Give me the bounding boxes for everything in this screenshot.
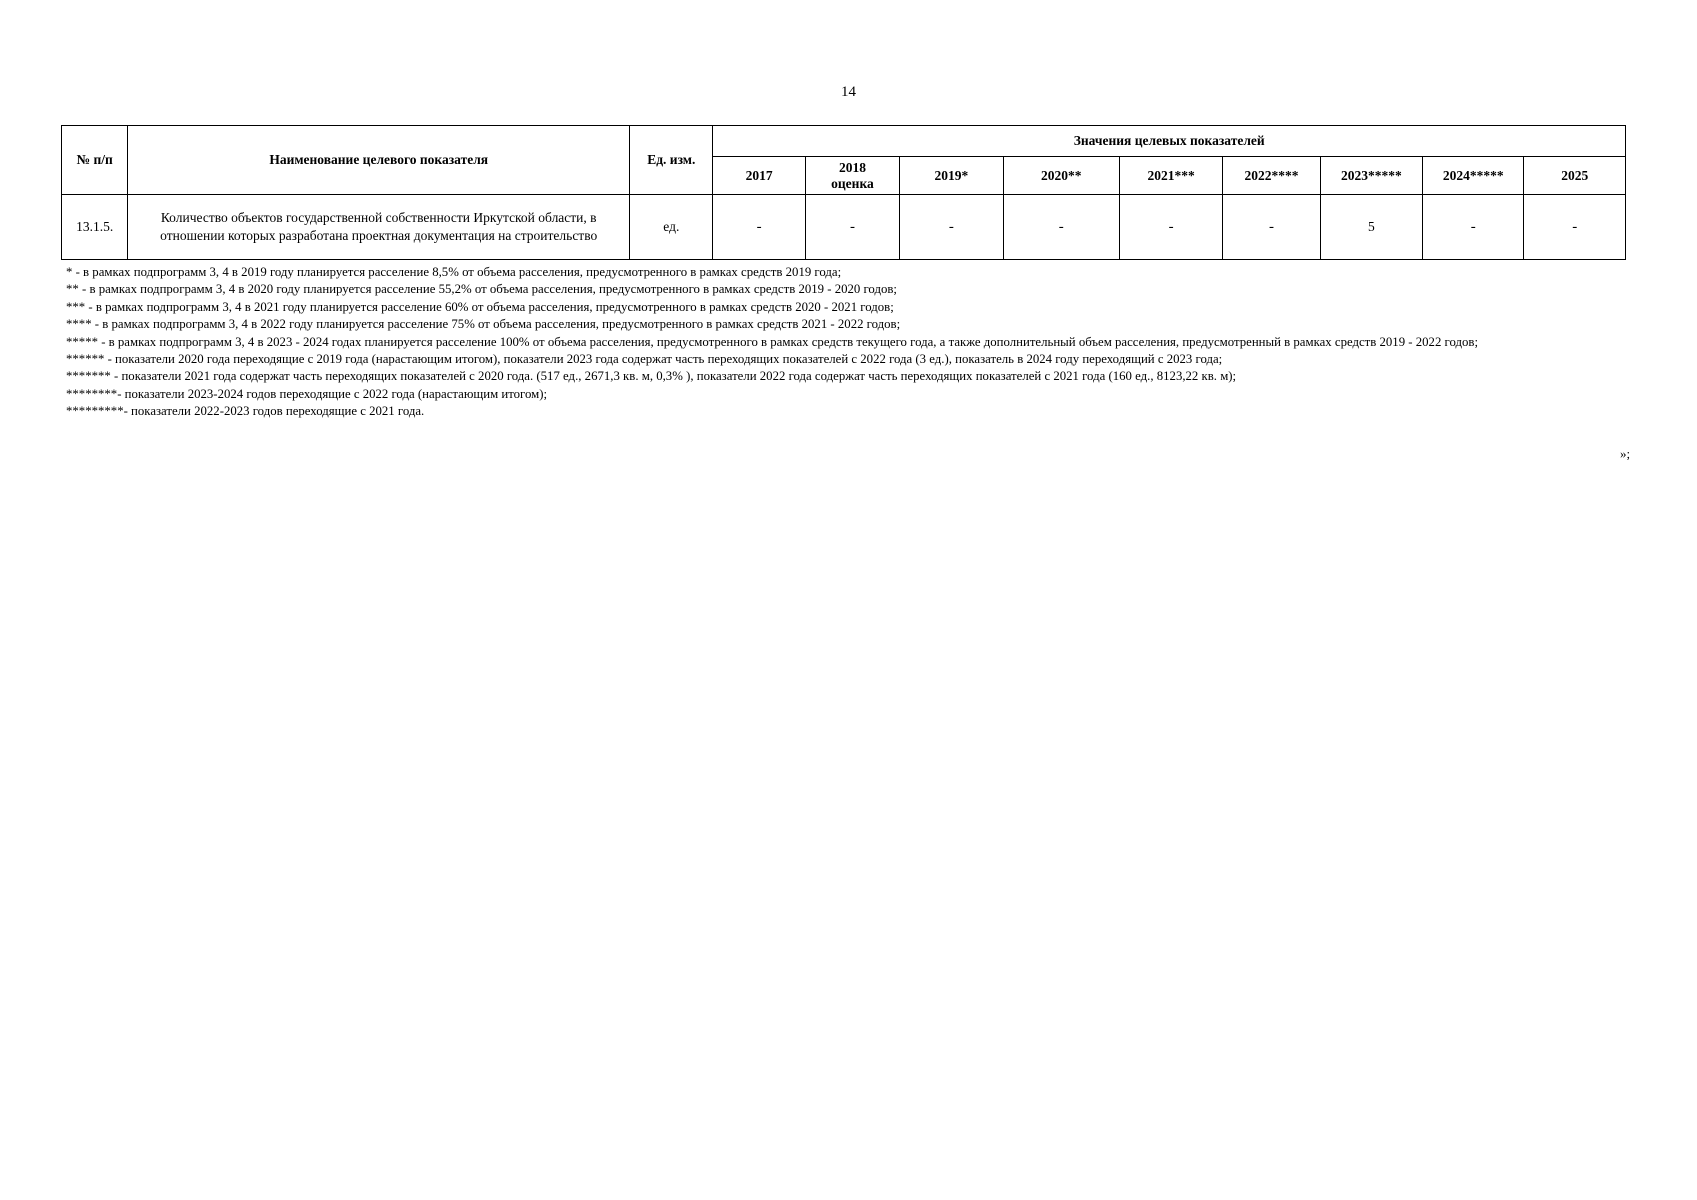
row-value: -	[805, 195, 899, 260]
header-year: 2021***	[1119, 157, 1222, 195]
row-value: -	[1119, 195, 1222, 260]
footnote: *** - в рамках подпрограмм 3, 4 в 2021 году планируется расселение 60% от объема расселения, предусмотренного в рамках средств 2020 - 2021 годов;	[66, 299, 894, 314]
table-row	[62, 195, 1626, 260]
footnote: **** - в рамках подпрограмм 3, 4 в 2022 году планируется расселение 75% от объема расселения, предусмотренного в рамках средств 2021 - 2022 годов;	[66, 317, 901, 332]
footnote: ******* - показатели 2021 года содержат часть переходящих показателей с 2020 года. (517 ед., 2671,3 кв. м, 0,3% ), показатели 2022 года содержат часть переходящих показателей с 2021 года (160 ед., 8123,22 кв. м);	[66, 369, 1237, 384]
row-value: -	[713, 195, 805, 260]
header-year	[805, 157, 899, 195]
row-value: -	[1524, 195, 1626, 260]
footnote: ********- показатели 2023-2024 годов переходящие с 2022 года (нарастающим итогом);	[66, 386, 548, 401]
header-num: № п/п	[62, 126, 128, 195]
row-num: 13.1.5.	[62, 195, 128, 260]
header-year: 2020**	[1003, 157, 1119, 195]
target-indicators-table	[61, 125, 1626, 260]
footnote: ***** - в рамках подпрограмм 3, 4 в 2023 - 2024 годах планируется расселение 100% от объема расселения, предусмотренного в рамках средств текущего года, а также дополнительный объем расселения, предусмотренный в рамках средств 2019 - 2022 годов;	[66, 334, 1479, 349]
row-unit: ед.	[630, 195, 713, 260]
footnote: ** - в рамках подпрограмм 3, 4 в 2020 году планируется расселение 55,2% от объема расселения, предусмотренного в рамках средств 2019 - 2020 годов;	[66, 282, 897, 297]
row-value: -	[1223, 195, 1320, 260]
row-value: -	[1003, 195, 1119, 260]
row-value: -	[900, 195, 1003, 260]
header-unit: Ед. изм.	[630, 126, 713, 195]
footnote: ****** - показатели 2020 года переходящие с 2019 года (нарастающим итогом), показатели 2023 года содержат часть переходящих показателей с 2022 года (3 ед.), показатель в 2024 году переходящий с 2023 года;	[66, 352, 1223, 367]
header-year: 2022****	[1223, 157, 1320, 195]
header-year: 2025	[1524, 157, 1626, 195]
row-value: 5	[1320, 195, 1422, 260]
footnotes	[66, 264, 1626, 421]
header-year: 2017	[713, 157, 805, 195]
header-values-group: Значения целевых показателей	[713, 126, 1626, 157]
footnote: * - в рамках подпрограмм 3, 4 в 2019 году планируется расселение 8,5% от объема расселения, предусмотренного в рамках средств 2019 года;	[66, 265, 842, 279]
header-name: Наименование целевого показателя	[128, 126, 630, 195]
header-year: 2024*****	[1423, 157, 1524, 195]
row-name: Количество объектов государственной собственности Иркутской области, в отношении которых разработана проектная документация на строительство	[128, 195, 630, 260]
footnote: *********- показатели 2022-2023 годов переходящие с 2021 года.	[66, 404, 425, 419]
header-year: 2023*****	[1320, 157, 1422, 195]
header-year-2018: 2018 оценка	[831, 159, 874, 191]
row-value: -	[1423, 195, 1524, 260]
closing-quote-mark: »;	[1620, 446, 1631, 461]
header-year: 2019*	[900, 157, 1003, 195]
page-number: 14	[841, 84, 856, 100]
